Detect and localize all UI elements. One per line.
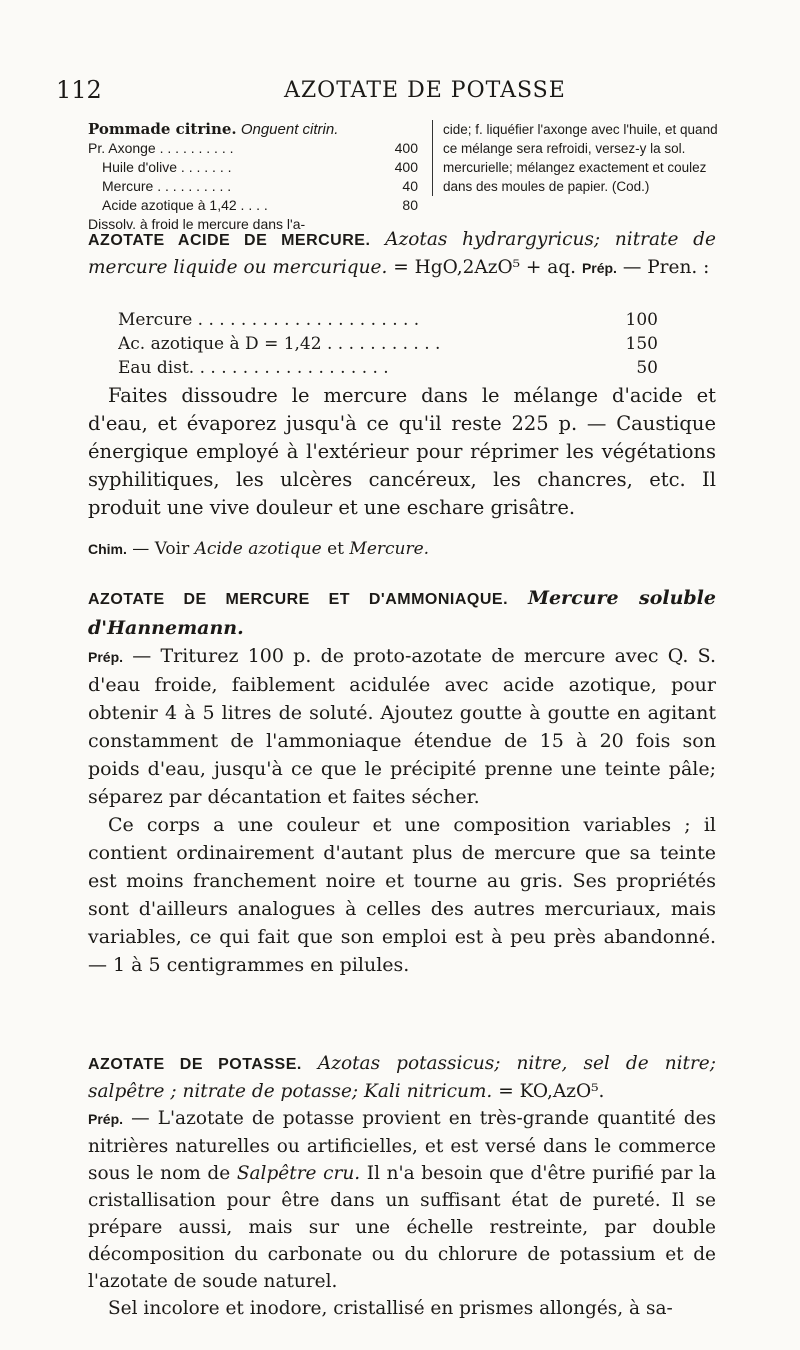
acide-latin: Azotas hydrargyricus;	[385, 229, 601, 250]
acide-chim-block	[88, 536, 716, 563]
chim-label: Chim.	[88, 541, 127, 557]
ammoniaque-latin: Mercure soluble d'Hannemann.	[88, 587, 716, 639]
pommade-item-name: Mercure . . . . . . . . . .	[102, 178, 232, 194]
pommade-item	[88, 158, 418, 177]
pommade-item	[88, 139, 418, 158]
pommade-item	[88, 196, 418, 215]
recipe-item	[118, 332, 658, 356]
acide-prep-text: — Pren. :	[622, 257, 710, 278]
acide-paragraph: Faites dissoudre le mercure dans le mélange d'acide et d'eau, et évaporez jusqu'à ce qu'il reste 225 p. — Caustique énergique employé à l'extérieur pour réprimer les végétations syphilitiques, les ulcères cancéreux, les chancres, etc. Il produit une vive douleur et une eschare grisâtre.	[88, 384, 716, 519]
pommade-item-value: 40	[402, 178, 418, 194]
pommade-dissolve: Dissolv. à froid le mercure dans l'a-	[88, 216, 306, 232]
pommade-item-value: 400	[394, 159, 418, 175]
acide-prep-label: Prép.	[581, 260, 617, 276]
recipe-item-value: 100	[625, 310, 658, 330]
acide-latin2: nitrate de mercure liquide ou mercurique.	[88, 229, 716, 278]
pommade-item-name: Acide azotique à 1,42 . . . .	[102, 197, 268, 213]
pommade-title-line	[88, 120, 418, 139]
pommade-item-name: Huile d'olive . . . . . . .	[102, 159, 232, 175]
recipe-item-value: 50	[636, 358, 658, 378]
ammoniaque-paragraph: Ce corps a une couleur et une composition variables ; il contient ordinairement d'autant plus de mercure que sa teinte est moins franchement noire et tourne au gris. Ses propriétés sont d'ailleurs analogues à celles des autres mercuriaux, mais variables, ce qui fait que son emploi est à peu près abandonné. — 1 à 5 centigrammes en pilules.	[88, 814, 716, 976]
acide-recipe	[118, 308, 658, 380]
potasse-prep-text2: Il n'a besoin que d'être purifié par la cristallisation pour être dans un suffisant état de pureté. Il se prépare aussi, mais sur une échelle restreinte, par double décomposition du carbonate ou du chlorure de potassium et de l'azotate de soude naturel.	[88, 1163, 716, 1292]
pommade-item-value: 400	[394, 140, 418, 156]
chim-text: — Voir	[132, 539, 190, 559]
acide-heading-block	[88, 226, 716, 282]
recipe-item-name: Mercure . . . . . . . . . . . . . . . . . . . . .	[118, 310, 420, 330]
pommade-title-italic: Onguent citrin.	[240, 121, 339, 138]
recipe-item	[118, 308, 658, 332]
recipe-item	[118, 356, 658, 380]
acide-heading: AZOTATE ACIDE DE MERCURE.	[88, 232, 371, 249]
ammoniaque-block	[88, 584, 716, 979]
pommade-item-value: 80	[402, 197, 418, 213]
ammoniaque-prep-label: Prép.	[88, 649, 124, 665]
pommade-right-column: cide; f. liquéfier l'axonge avec l'huile, et quand ce mélange sera refroidi, versez-y la sol. mercurielle; mélangez exactement et coulez dans des moules de papier. (Cod.)	[432, 120, 723, 196]
pommade-item-name: Pr. Axonge . . . . . . . . . .	[88, 140, 234, 156]
ammoniaque-prep-text: — Triturez 100 p. de proto-azotate de mercure avec Q. S. d'eau froide, faiblement acidulée avec acide azotique, pour obtenir 4 à 5 litres de soluté. Ajoutez goutte à goutte en agitant constamment de l'ammoniaque étendue de 15 à 20 fois son poids d'eau, jusqu'à ce que le précipité prenne une teinte pâle; séparez par décantation et faites sécher.	[88, 645, 716, 808]
pommade-left-column	[88, 120, 418, 234]
recipe-item-name: Ac. azotique à D = 1,42 . . . . . . . . . . .	[118, 334, 441, 354]
potasse-paragraph: Sel incolore et inodore, cristallisé en prismes allongés, à sa-	[108, 1298, 673, 1319]
pommade-title: Pommade citrine.	[88, 120, 237, 138]
page-header	[56, 76, 770, 112]
chim-ref-acide: Acide azotique	[194, 539, 322, 559]
chim-and: et	[327, 539, 345, 559]
potasse-prep-text: — L'azotate de potasse provient en très-grande quantité des nitrières naturelles ou artificielles, et est versé dans le commerce sous le nom de	[88, 1108, 717, 1184]
recipe-item-name: Eau dist. . . . . . . . . . . . . . . . . . .	[118, 358, 389, 378]
chim-ref-mercure: Mercure.	[349, 539, 430, 559]
pommade-item	[88, 177, 418, 196]
running-title: AZOTATE DE POTASSE	[284, 78, 566, 103]
recipe-item-value: 150	[625, 334, 658, 354]
acide-paragraph-block	[88, 382, 716, 522]
potasse-formula: = KO,AzO⁵.	[498, 1081, 605, 1102]
acide-formula: = HgO,2AzO⁵ + aq.	[393, 257, 577, 278]
ammoniaque-heading: AZOTATE DE MERCURE ET D'AMMONIAQUE.	[88, 591, 509, 608]
potasse-heading: AZOTATE DE POTASSE.	[88, 1056, 302, 1073]
page-number: 112	[56, 76, 102, 104]
potasse-prep-label: Prép.	[88, 1111, 124, 1127]
potasse-prep-italic: Salpêtre cru.	[236, 1163, 361, 1184]
potasse-block	[88, 1050, 716, 1322]
potasse-latin: Azotas potassicus; nitre, sel de nitre; salpêtre ; nitrate de potasse; Kali nitricum.	[88, 1053, 716, 1102]
